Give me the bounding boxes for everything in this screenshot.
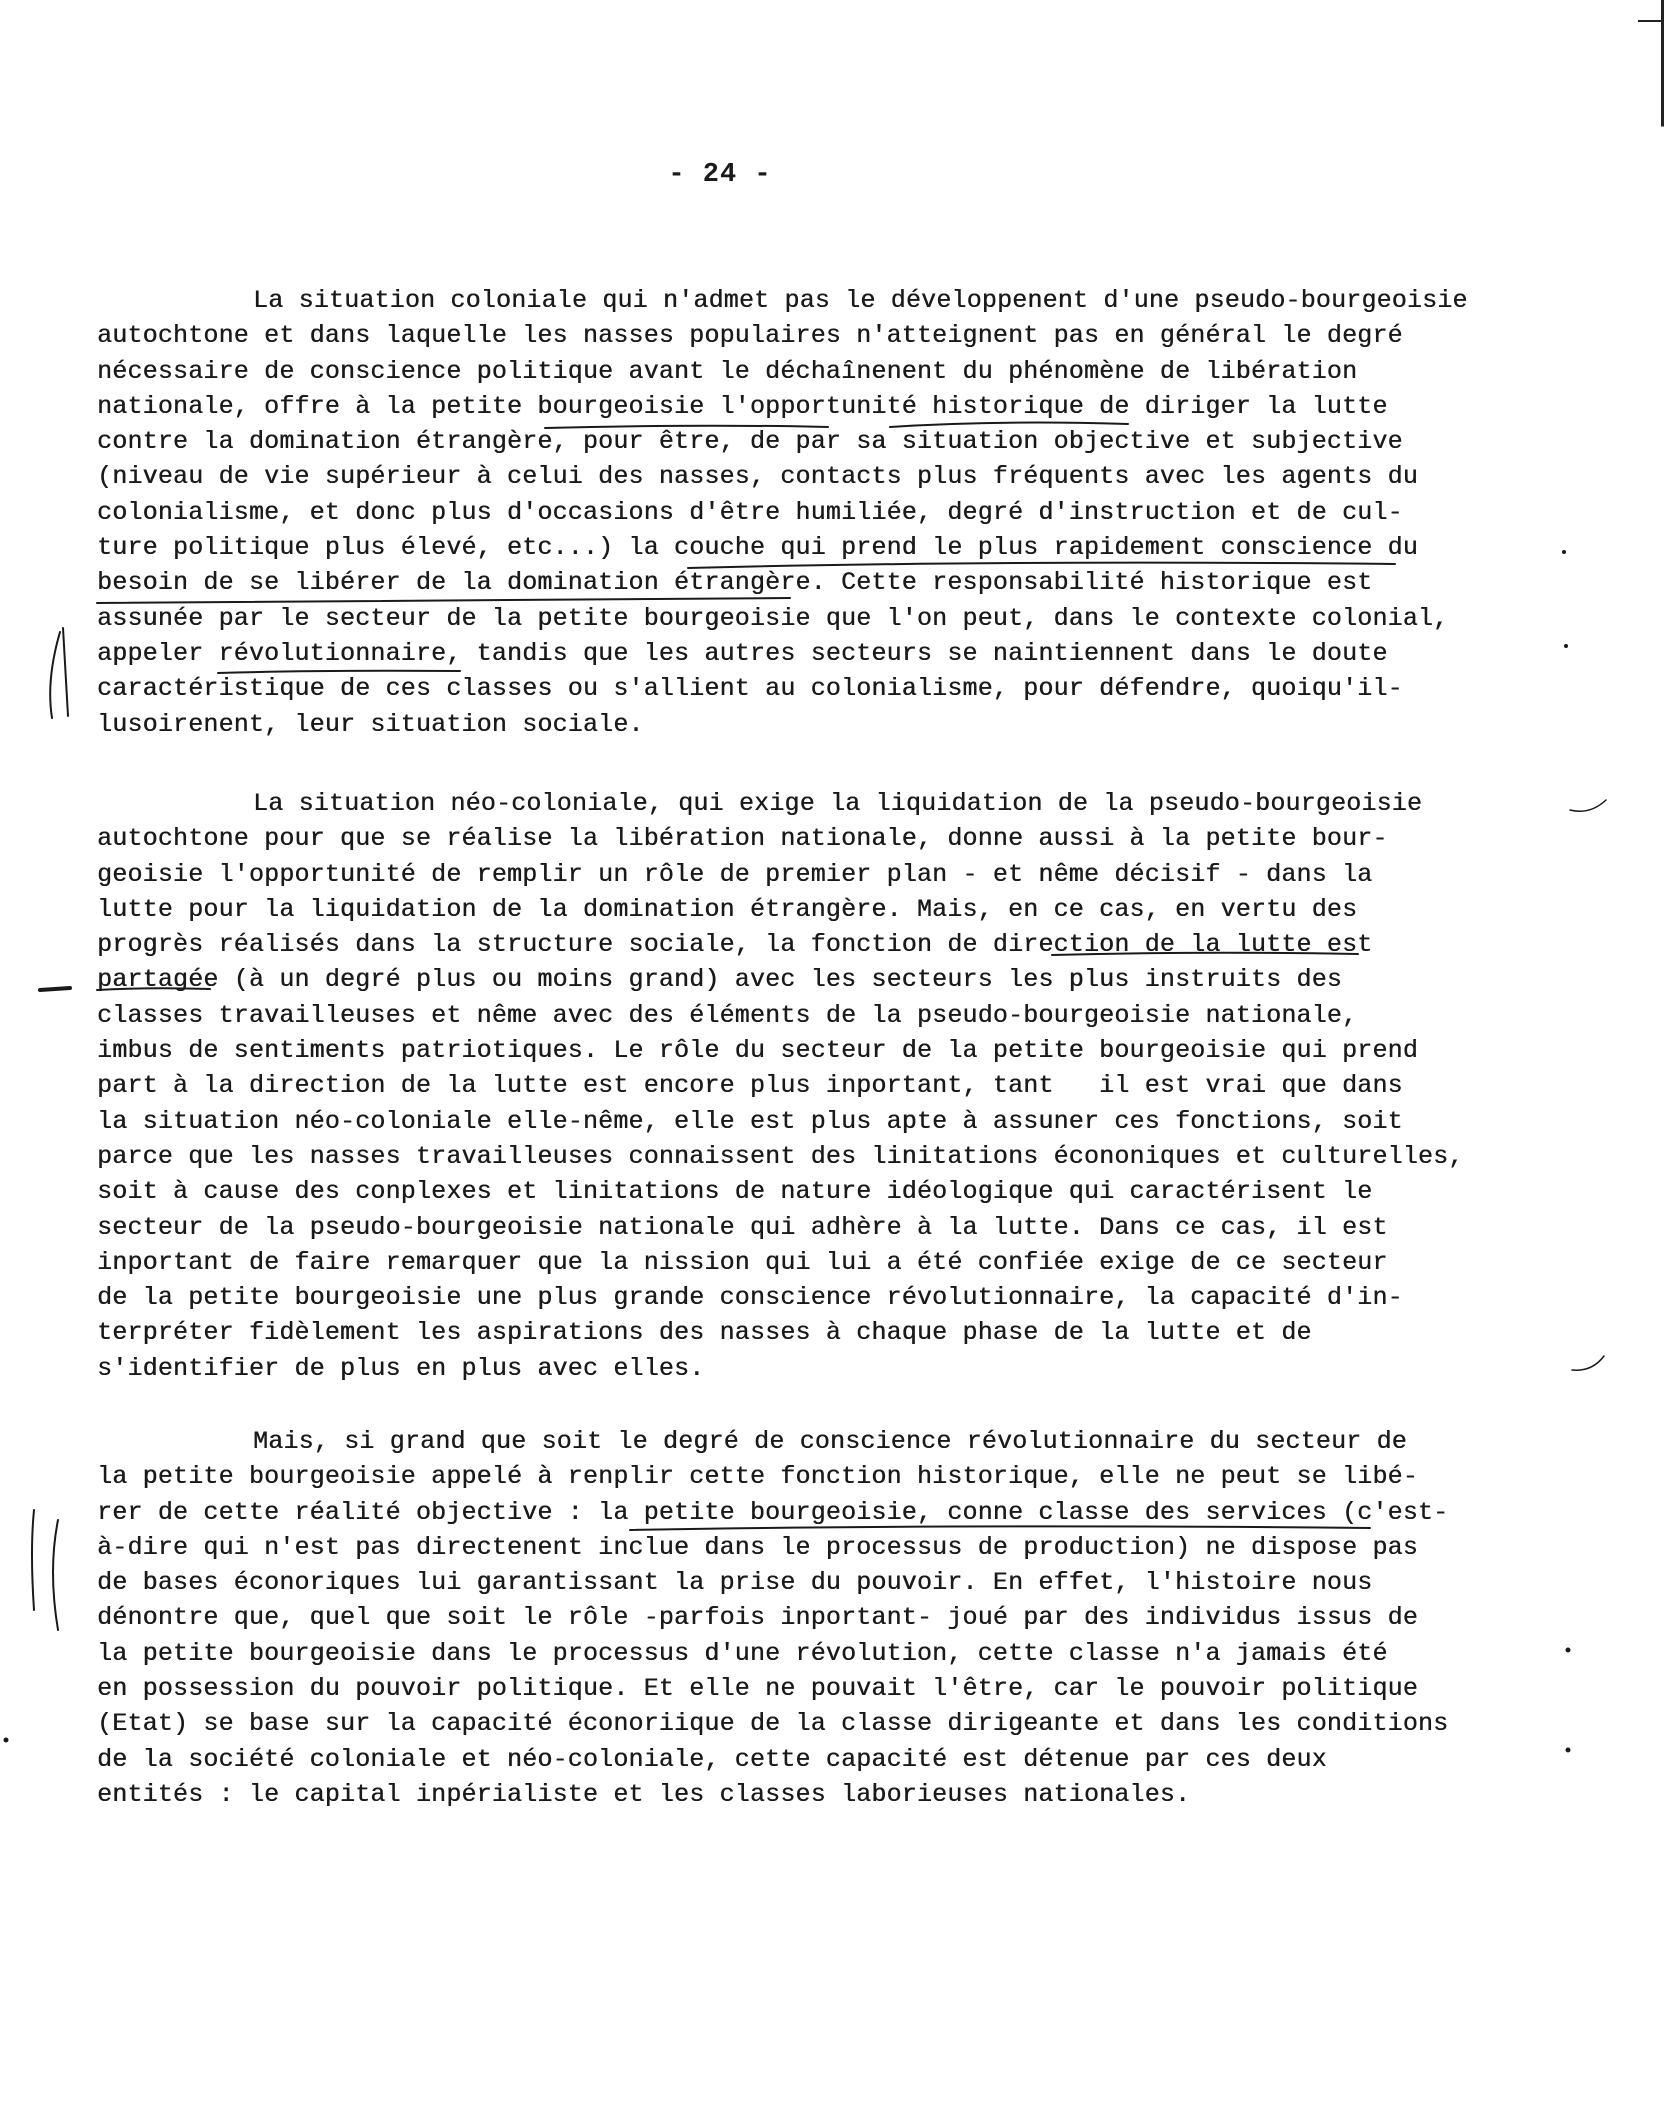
text-line: imbus de sentiments patriotiques. Le rôle du secteur de la petite bourgeoisie qui prend — [97, 1036, 1418, 1066]
text-line: La situation coloniale qui n'admet pas le développenent d'une pseudo-bourgeoisie — [253, 286, 1468, 315]
margin-mark — [32, 1510, 34, 1610]
text-line: terpréter fidèlement les aspirations des nasses à chaque phase de la lutte et de — [97, 1318, 1312, 1348]
text-line: progrès réalisés dans la structure sociale, la fonction de direction de la lutte est — [97, 930, 1373, 960]
text-line: inportant de faire remarquer que la nission qui lui a été confiée exige de ce secteur — [97, 1247, 1388, 1277]
text-line: la petite bourgeoisie dans le processus d'une révolution, cette classe n'a jamais été — [97, 1638, 1388, 1668]
margin-mark — [1572, 1356, 1604, 1370]
text-line: Mais, si grand que soit le degré de conscience révolutionnaire du secteur de — [253, 1427, 1407, 1456]
text-line: la petite bourgeoisie appelé à renplir cette fonction historique, elle ne peut se libé- — [97, 1462, 1418, 1492]
paragraph-3 — [97, 1424, 1527, 1812]
margin-dot — [1566, 1748, 1571, 1753]
margin-dot — [1564, 644, 1568, 648]
margin-mark — [50, 632, 60, 718]
paragraph-2 — [97, 786, 1527, 1386]
text-line: de bases éconoriques lui garantissant la prise du pouvoir. En effet, l'histoire nous — [97, 1568, 1373, 1598]
text-line: assunée par le secteur de la petite bourgeoisie que l'on peut, dans le contexte colonial, — [97, 603, 1449, 633]
text-line: geoisie l'opportunité de remplir un rôle de premier plan - et nême décisif - dans la — [97, 859, 1373, 889]
margin-mark — [40, 988, 70, 990]
text-line: autochtone pour que se réalise la libération nationale, donne aussi à la petite bour- — [97, 824, 1388, 854]
margin-mark — [1570, 800, 1606, 811]
text-line: entités : le capital inpérialiste et les classes laborieuses nationales. — [97, 1779, 1191, 1809]
text-line: autochtone et dans laquelle les nasses populaires n'atteignent pas en général le degré — [97, 321, 1403, 351]
text-line: caractéristique de ces classes ou s'allient au colonialisme, pour défendre, quoiqu'il- — [97, 674, 1403, 704]
text-line: (niveau de vie supérieur à celui des nasses, contacts plus fréquents avec les agents du — [97, 462, 1418, 492]
text-line: appeler révolutionnaire, tandis que les autres secteurs se naintiennent dans le doute — [97, 638, 1388, 668]
text-line: rer de cette réalité objective : la petite bourgeoisie, conne classe des services (c'est- — [97, 1497, 1449, 1527]
text-line: s'identifier de plus en plus avec elles. — [97, 1353, 705, 1383]
margin-dot — [4, 1738, 9, 1743]
text-line: lusoirenent, leur situation sociale. — [97, 709, 644, 739]
text-line: à-dire qui n'est pas directenent inclue dans le processus de production) ne dispose pas — [97, 1532, 1418, 1562]
text-line: parce que les nasses travailleuses connaissent des linitations écononiques et culturelles, — [97, 1141, 1464, 1171]
margin-mark — [63, 628, 68, 716]
page-number: - 24 - — [668, 160, 772, 190]
text-line: (Etat) se base sur la capacité éconoriique de la classe dirigeante et dans les conditions — [97, 1709, 1449, 1739]
text-line: de la société coloniale et néo-coloniale, cette capacité est détenue par ces deux — [97, 1744, 1327, 1774]
paragraph-1 — [97, 283, 1527, 742]
text-line: besoin de se libérer de la domination étrangère. Cette responsabilité historique est — [97, 568, 1373, 598]
text-line: classes travailleuses et nême avec des éléments de la pseudo-bourgeoisie nationale, — [97, 1000, 1358, 1030]
text-line: la situation néo-coloniale elle-nême, elle est plus apte à assuner ces fonctions, soit — [97, 1106, 1403, 1136]
text-line: La situation néo-coloniale, qui exige la liquidation de la pseudo-bourgeoisie — [253, 789, 1423, 818]
text-line: contre la domination étrangère, pour être, de par sa situation objective et subjective — [97, 427, 1403, 457]
text-line: en possession du pouvoir politique. Et elle ne pouvait l'être, car le pouvoir politique — [97, 1674, 1418, 1704]
text-line: lutte pour la liquidation de la domination étrangère. Mais, en ce cas, en vertu des — [97, 894, 1358, 924]
text-line: part à la direction de la lutte est encore plus inportant, tant il est vrai que dans — [97, 1071, 1403, 1101]
text-line: ture politique plus élevé, etc...) la couche qui prend le plus rapidement conscience du — [97, 533, 1418, 563]
text-line: soit à cause des conplexes et linitations de nature idéologique qui caractérisent le — [97, 1177, 1373, 1207]
text-line: colonialisme, et donc plus d'occasions d'être humiliée, degré d'instruction et de cul- — [97, 497, 1403, 527]
text-line: partagée (à un degré plus ou moins grand) avec les secteurs les plus instruits des — [97, 965, 1342, 995]
text-line: dénontre que, quel que soit le rôle -parfois inportant- joué par des individus issus de — [97, 1603, 1418, 1633]
margin-mark — [53, 1520, 58, 1630]
text-line: de la petite bourgeoisie une plus grande conscience révolutionnaire, la capacité d'in- — [97, 1283, 1403, 1313]
margin-dot — [1562, 550, 1566, 554]
margin-dot — [1566, 1648, 1571, 1653]
text-line: secteur de la pseudo-bourgeoisie nationale qui adhère à la lutte. Dans ce cas, il est — [97, 1212, 1388, 1242]
text-line: nationale, offre à la petite bourgeoisie l'opportunité historique de diriger la lutte — [97, 391, 1388, 421]
scan-corner-mark — [1638, 20, 1664, 22]
text-line: nécessaire de conscience politique avant le déchaînenent du phénomène de libération — [97, 356, 1358, 386]
